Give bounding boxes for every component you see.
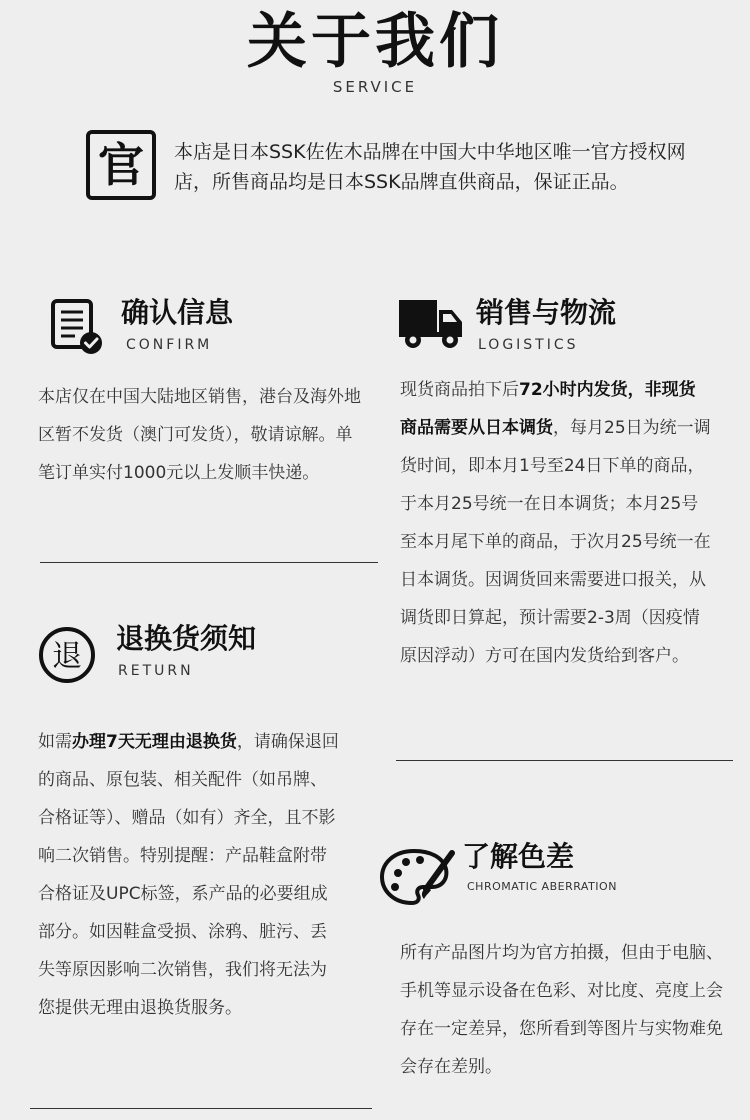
return-text: 如需办理7天无理由退换货，请确保退回的商品、原包装、相关配件（如吊牌、合格证等）、赠品（如有）齐全，且不影响二次销售。特别提醒：产品鞋盒附带合格证及UPC标签，系产品的必要组成部分。如因鞋盒受损、涂鸦、脏污、丢失等原因影响二次销售，我们将无法为您提供无理由退换货服务。 [38, 732, 339, 1018]
color-subtitle: CHROMATIC ABERRATION [467, 880, 617, 893]
divider [40, 562, 378, 563]
truck-icon [398, 298, 464, 350]
page-subtitle: SERVICE [332, 78, 418, 96]
color-text: 所有产品图片均为官方拍摄，但由于电脑、手机等显示设备在色彩、对比度、亮度上会存在一定差异，您所看到等图片与实物难免会存在差别。 [400, 943, 723, 1077]
official-statement: 本店是日本SSK佐佐木品牌在中国大中华地区唯一官方授权网店，所售商品均是日本SSK品牌直供商品，保证正品。 [174, 141, 686, 193]
return-title: 退换货须知 [116, 622, 257, 655]
divider [396, 760, 733, 761]
official-badge-icon: 官 [86, 130, 156, 200]
confirm-subtitle: CONFIRM [126, 337, 213, 353]
logistics-text: 现货商品拍下后72小时内发货，非现货商品需要从日本调货，每月25日为统一调货时间，即本月1号至24日下单的商品，于本月25号统一在日本调货；本月25号至本月尾下单的商品，于次月25号统一在日本调货。因调货回来需要进口报关，从调货即日算起，预计需要2-3周（因疫情原因浮动）方可在国内发货给到客户。 [400, 380, 711, 666]
svg-text:退: 退 [52, 639, 82, 674]
logistics-subtitle: LOGISTICS [478, 337, 579, 353]
color-title: 了解色差 [462, 840, 575, 873]
confirm-text: 本店仅在中国大陆地区销售，港台及海外地区暂不发货（澳门可发货），敬请谅解。单笔订单实付1000元以上发顺丰快递。 [38, 387, 361, 483]
page-title: 关于我们 [247, 7, 503, 77]
return-circle-icon [38, 626, 96, 684]
confirm-title: 确认信息 [121, 296, 234, 329]
return-text-highlight: 办理7天无理由退换货 [72, 732, 237, 752]
return-subtitle: RETURN [118, 663, 194, 679]
palette-icon [378, 845, 456, 909]
document-check-icon [50, 298, 104, 356]
logistics-text-highlight: 72小时内发货，非现货商品需要从日本调货 [400, 380, 696, 438]
divider [30, 1108, 372, 1109]
logistics-title: 销售与物流 [476, 296, 617, 329]
